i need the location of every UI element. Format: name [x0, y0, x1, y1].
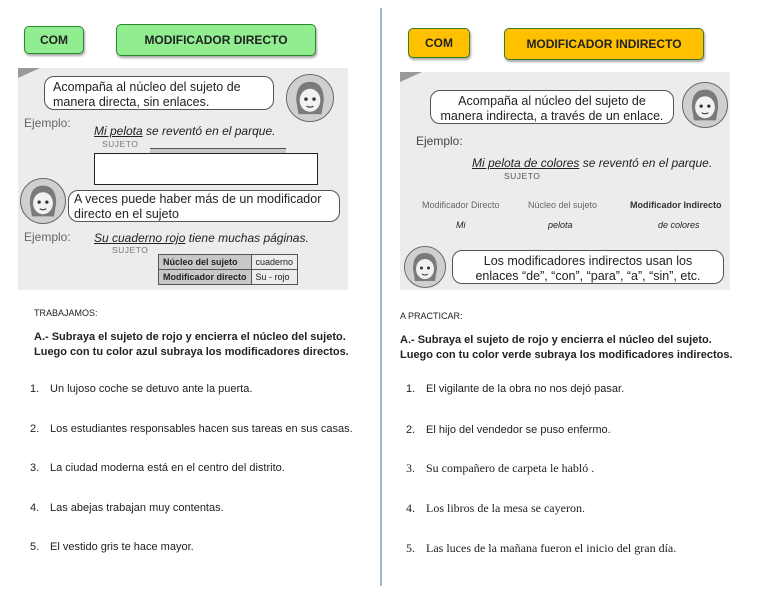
- table-row: [159, 270, 298, 285]
- left-definition-bubble: [44, 76, 274, 110]
- column-divider: [380, 8, 382, 586]
- right-value-mi: de colores: [658, 220, 700, 230]
- left-title: MODIFICADOR DIRECTO: [144, 33, 288, 47]
- left-explanation-panel: [18, 68, 348, 290]
- right-note-text: Los modificadores indirectos usan los enlaces “de”, “con”, “para”, “a”, “sin”, etc.: [475, 254, 701, 283]
- list-item: [406, 501, 585, 516]
- right-title: MODIFICADOR INDIRECTO: [526, 37, 682, 51]
- right-header-nucleo: Núcleo del sujeto: [528, 200, 598, 210]
- left-example-label-1: Ejemplo:: [24, 116, 71, 130]
- right-sujeto-label: SUJETO: [504, 171, 541, 181]
- table-cell: cuaderno: [251, 255, 298, 270]
- left-definition-text: Acompaña al núcleo del sujeto de manera directa, sin enlaces.: [53, 80, 241, 109]
- item-text: La ciudad moderna está en el centro del distrito.: [50, 462, 285, 474]
- list-item: [406, 461, 594, 476]
- item-text: Su compañero de carpeta le habló .: [426, 461, 595, 475]
- item-text: El hijo del vendedor se puso enfermo.: [426, 424, 611, 436]
- item-text: Los estudiantes responsables hacen sus tareas en sus casas.: [50, 423, 353, 435]
- list-item: [30, 541, 194, 553]
- table-cell: Núcleo del sujeto: [159, 255, 252, 270]
- left-example-sentence-2: [94, 231, 309, 245]
- list-item: [30, 423, 353, 435]
- corner-fold: [18, 68, 40, 78]
- right-definition-bubble: [430, 90, 674, 124]
- list-item: [406, 383, 624, 395]
- corner-fold: [400, 72, 422, 82]
- item-number: 5.: [30, 541, 40, 553]
- left-section-label: TRABAJAMOS:: [34, 308, 98, 318]
- right-instruction: A.- Subraya el sujeto de rojo y encierra el núcleo del sujeto. Luego con tu color verde subraya los modificadores indirectos.: [400, 334, 733, 361]
- right-section-label: A PRACTICAR:: [400, 311, 463, 321]
- left-sujeto-label-1: SUJETO: [102, 139, 139, 149]
- right-definition-text: Acompaña al núcleo del sujeto de manera indirecta, a través de un enlace.: [440, 94, 664, 123]
- answer-box: [94, 153, 318, 185]
- right-example-predicate: se reventó en el parque.: [579, 156, 713, 170]
- table-cell: Su - rojo: [251, 270, 298, 285]
- item-number: 2.: [406, 424, 416, 436]
- item-number: 1.: [30, 383, 40, 395]
- right-explanation-panel: [400, 72, 730, 290]
- right-example-sentence: [472, 156, 712, 170]
- girl-avatar-icon: [682, 82, 728, 128]
- item-text: El vestido gris te hace mayor.: [50, 541, 194, 553]
- left-note-bubble: [68, 190, 340, 222]
- left-title-box: [116, 24, 316, 56]
- left-example-predicate-2: tiene muchas páginas.: [185, 231, 309, 245]
- item-text: El vigilante de la obra no nos dejó pasar.: [426, 383, 625, 395]
- girl-avatar-icon: [286, 74, 334, 122]
- list-item: [30, 502, 224, 514]
- left-instruction: A.- Subraya el sujeto de rojo y encierra el núcleo del sujeto. Luego con tu color azul subraya los modificadores directos.: [34, 331, 349, 358]
- item-number: 4.: [30, 502, 40, 514]
- left-example-subject-1: Mi pelota: [94, 124, 143, 138]
- right-com-tag: [408, 28, 470, 58]
- item-number: 2.: [30, 423, 40, 435]
- left-example-predicate-1: se reventó en el parque.: [142, 124, 276, 138]
- girl-avatar-icon: [20, 178, 66, 224]
- right-example-subject: Mi pelota de colores: [472, 156, 580, 170]
- list-item: [406, 424, 611, 436]
- list-item: [30, 383, 252, 395]
- right-title-box: [504, 28, 704, 60]
- table-cell: Modificador directo: [159, 270, 252, 285]
- right-header-md: Modificador Directo: [422, 200, 500, 210]
- item-number: 5.: [406, 541, 415, 555]
- item-number: 3.: [30, 462, 40, 474]
- left-com-tag: [24, 26, 84, 54]
- left-com-label: COM: [40, 33, 68, 47]
- item-number: 1.: [406, 383, 416, 395]
- right-com-label: COM: [425, 36, 453, 50]
- item-number: 3.: [406, 461, 415, 475]
- left-note-text: A veces puede haber más de un modificador directo en el sujeto: [74, 192, 322, 221]
- list-item: [30, 462, 285, 474]
- item-number: 4.: [406, 501, 415, 515]
- right-value-md: Mi: [456, 220, 466, 230]
- left-example-subject-2: Su cuaderno rojo: [94, 231, 186, 245]
- right-example-label: Ejemplo:: [416, 134, 463, 148]
- girl-avatar-icon: [404, 246, 446, 288]
- right-note-bubble: [452, 250, 724, 284]
- item-text: Los libros de la mesa se cayeron.: [426, 501, 585, 515]
- left-example-label-2: Ejemplo:: [24, 230, 71, 244]
- left-example-table: [158, 254, 298, 285]
- left-sujeto-label-2: SUJETO: [112, 245, 149, 255]
- right-header-mi: Modificador Indirecto: [630, 200, 722, 210]
- item-text: Las luces de la mañana fueron el inicio del gran día.: [426, 541, 677, 555]
- item-text: Las abejas trabajan muy contentas.: [50, 502, 224, 514]
- table-row: [159, 255, 298, 270]
- list-item: [406, 541, 676, 556]
- item-text: Un lujoso coche se detuvo ante la puerta.: [50, 383, 253, 395]
- right-value-nucleo: pelota: [548, 220, 573, 230]
- left-example-sentence-1: [94, 124, 275, 138]
